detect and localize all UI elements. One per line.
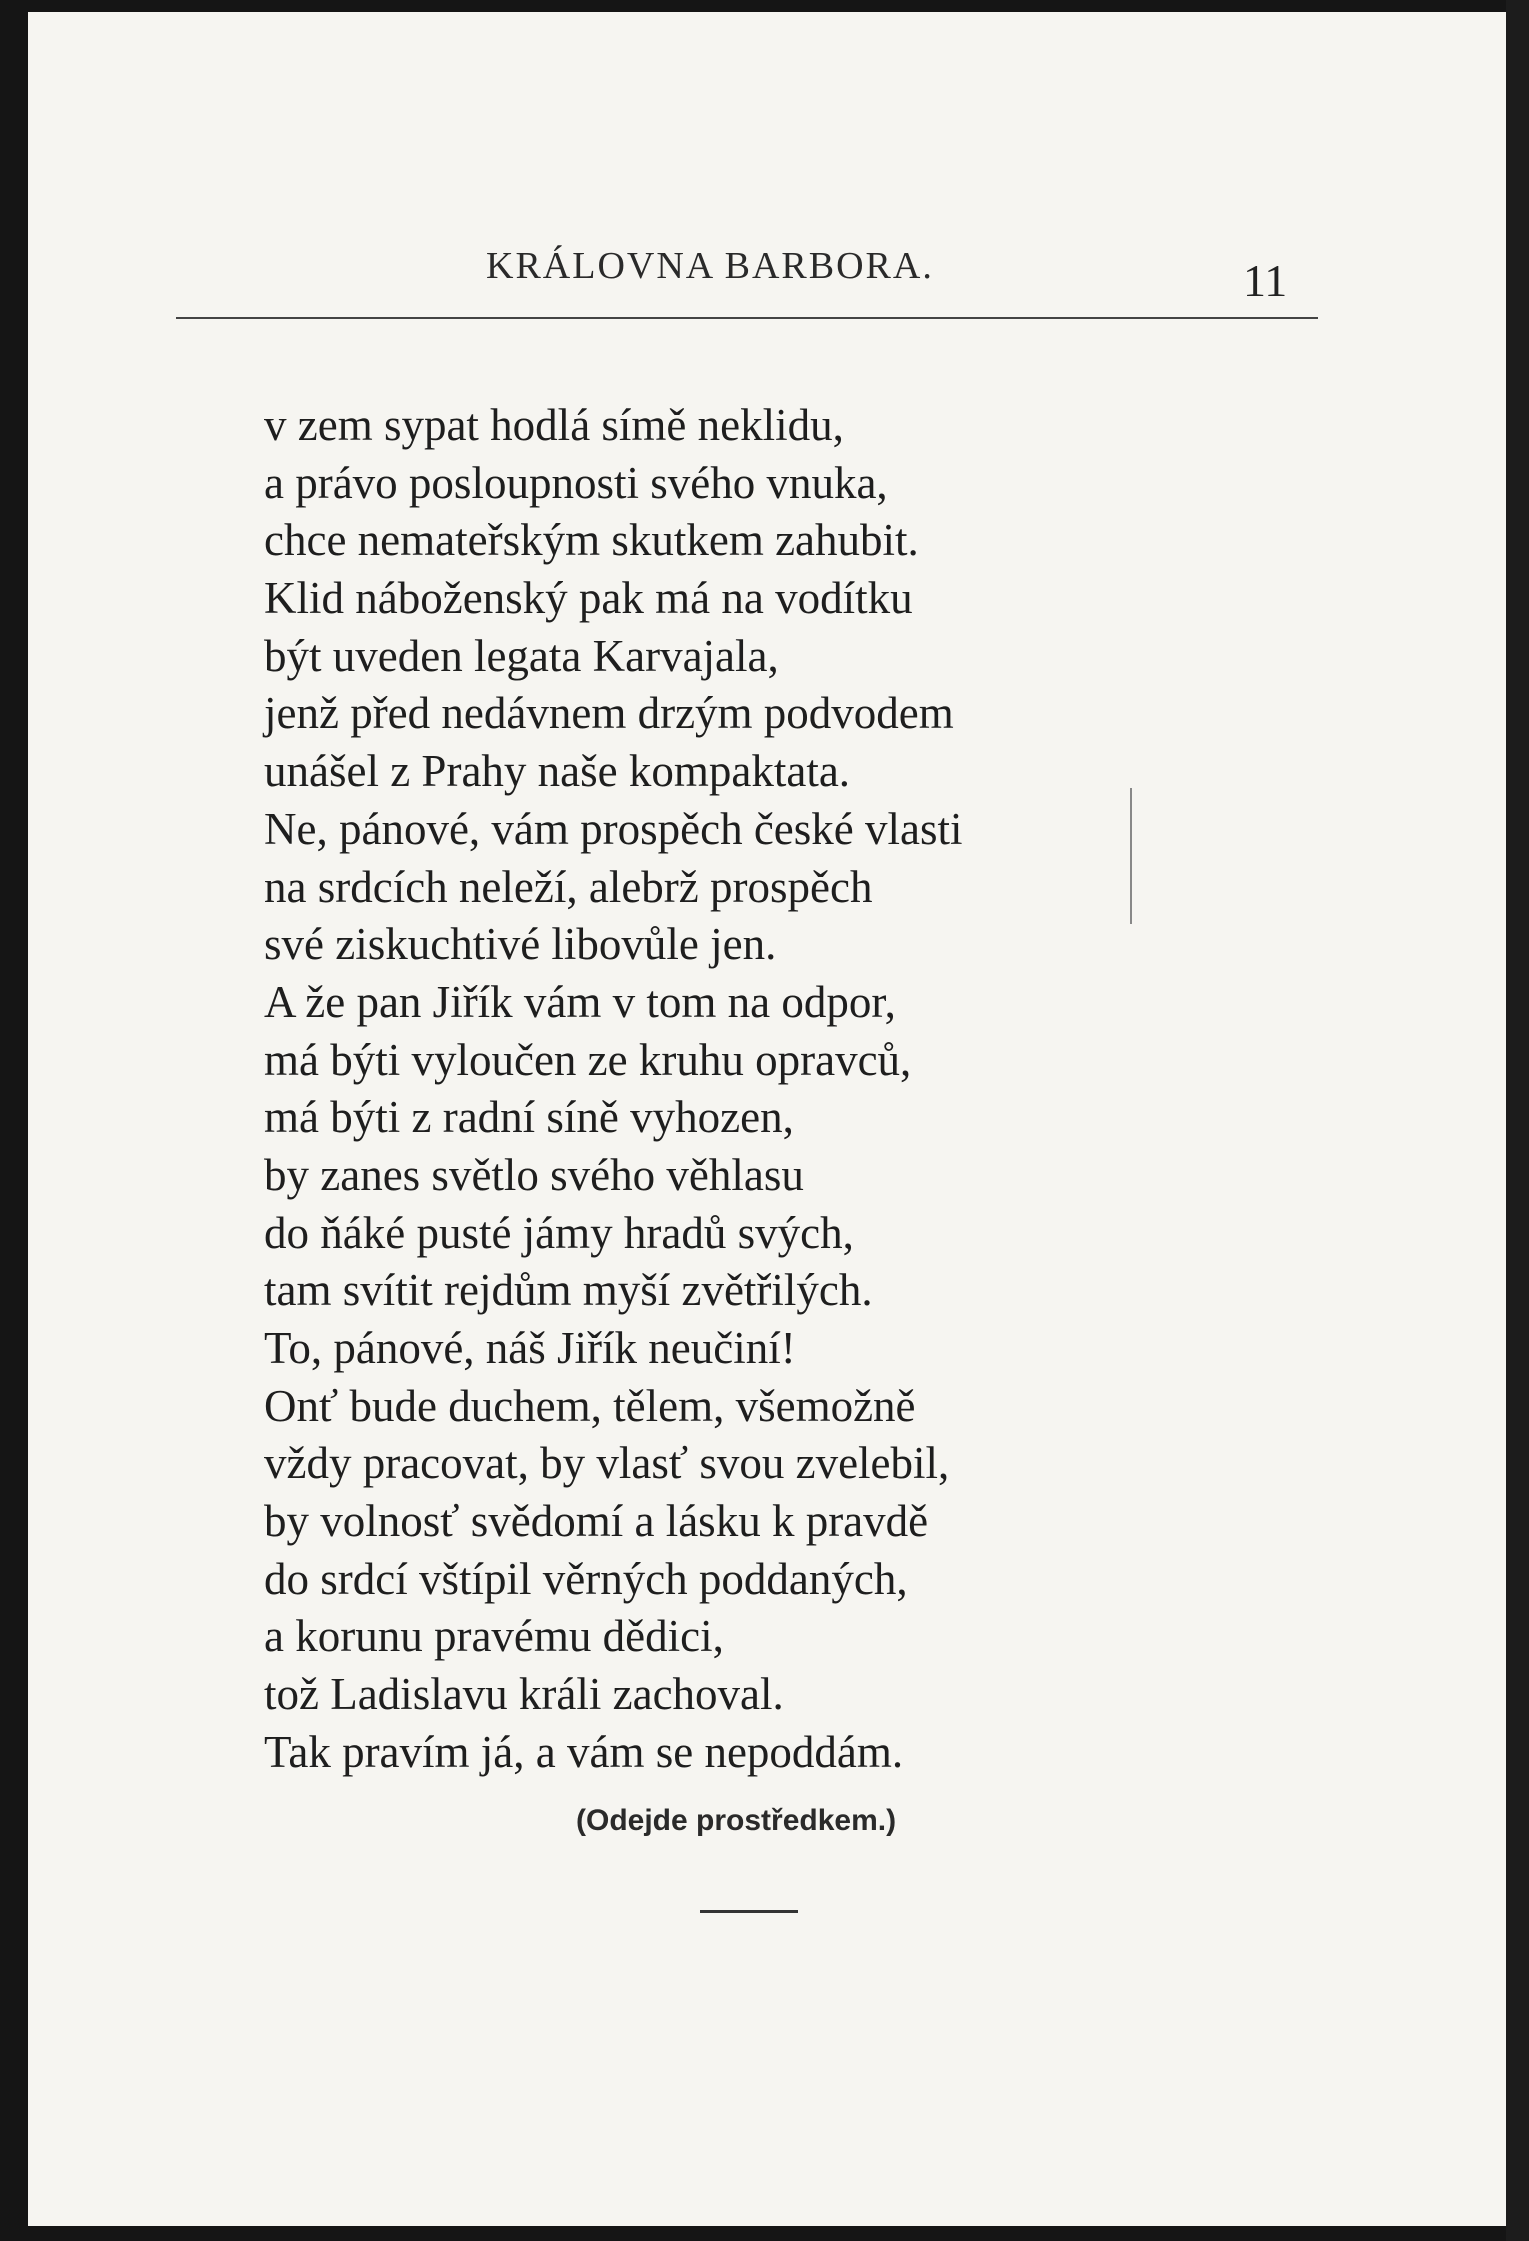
verse-line: A že pan Jiřík vám v tom na odpor,	[264, 976, 896, 1027]
verse-line: To, pánové, náš Jiřík neučiní!	[264, 1323, 796, 1373]
verse-line: Tak pravím já, a vám se nepoddám.	[264, 1726, 904, 1777]
stage-direction: (Odejde prostředkem.)	[576, 1804, 897, 1837]
page-number: 11	[1243, 255, 1288, 306]
verse-line: by zanes světlo svého věhlasu	[264, 1149, 804, 1200]
verse-line: své ziskuchtivé libovůle jen.	[264, 919, 777, 970]
verse-line: Onť bude duchem, tělem, všemožně	[264, 1380, 916, 1431]
page-edge-shadow	[1506, 0, 1529, 2241]
verse-line: a právo posloupnosti svého vnuka,	[264, 457, 888, 508]
verse-line: má býti vyloučen ze kruhu opravců,	[264, 1034, 912, 1085]
verse-line: Klid náboženský pak má na vodítku	[264, 573, 913, 624]
verse-line: do ňáké pusté jámy hradů svých,	[264, 1207, 854, 1258]
verse-line: by volnosť svědomí a lásku k pravdě	[264, 1496, 929, 1547]
header-rule	[176, 317, 1318, 319]
margin-mark	[1130, 788, 1132, 924]
verse-line: unášel z Prahy naše kompaktata.	[264, 746, 851, 797]
verse-line: do srdcí vštípil věrných poddaných,	[264, 1553, 908, 1604]
verse-line: v zem sypat hodlá símě neklidu,	[264, 400, 844, 450]
end-rule	[700, 1910, 798, 1913]
verse-line: tam svítit rejdům myší zvětřilých.	[264, 1265, 873, 1316]
book-page	[28, 12, 1506, 2226]
verse-block	[264, 397, 963, 1782]
verse-line: být uveden legata Karvajala,	[264, 630, 779, 681]
verse-line: chce nemateřským skutkem zahubit.	[264, 515, 919, 566]
verse-line: vždy pracovat, by vlasť svou zvelebil,	[264, 1438, 950, 1489]
verse-line: tož Ladislavu králi zachoval.	[264, 1669, 784, 1720]
verse-line: má býti z radní síně vyhozen,	[264, 1092, 794, 1143]
verse-line: na srdcích neleží, alebrž prospěch	[264, 861, 873, 912]
verse-line: jenž před nedávnem drzým podvodem	[264, 688, 954, 739]
verse-line: a korunu pravému dědici,	[264, 1611, 724, 1662]
running-title: KRÁLOVNA BARBORA.	[486, 245, 934, 287]
verse-line: Ne, pánové, vám prospěch české vlasti	[264, 803, 963, 854]
